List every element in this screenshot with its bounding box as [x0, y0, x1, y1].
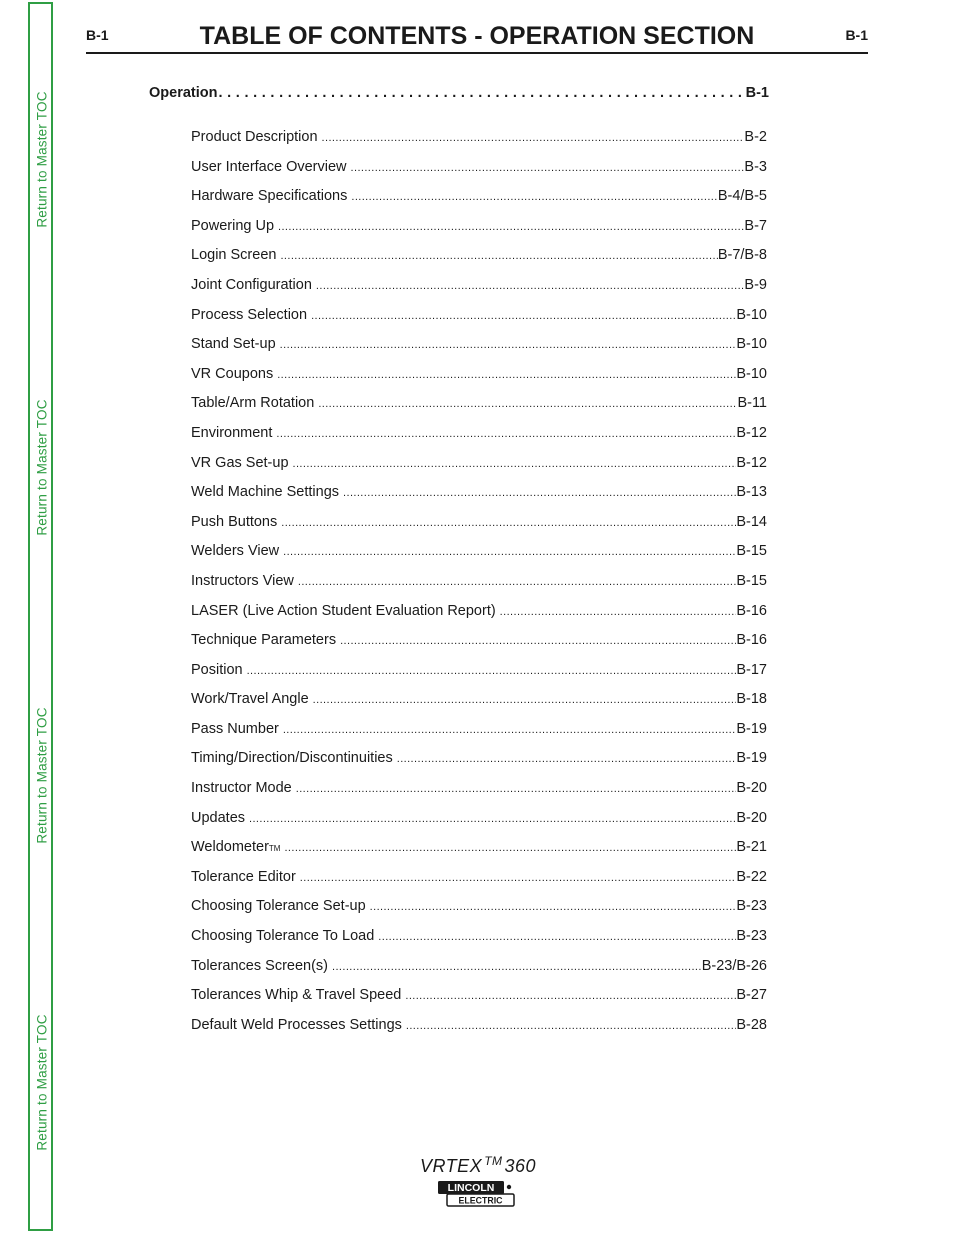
toc-entry-page: B-7/B-8 — [717, 247, 767, 264]
dot-leader — [277, 365, 736, 385]
toc-entry-label: Tolerances Whip & Travel Speed — [191, 987, 402, 1004]
dot-leader — [249, 809, 736, 829]
dot-leader — [318, 394, 737, 414]
toc-entry-label: Tolerances Screen(s) — [191, 957, 328, 974]
logo-line1: LINCOLN — [447, 1182, 495, 1195]
toc-entry-page: B-11 — [737, 395, 767, 412]
return-to-master-toc-label: Return to Master TOC — [35, 1013, 50, 1151]
toc-entry-list — [191, 127, 767, 1044]
dot-leader — [281, 513, 736, 533]
toc-entry-page: B-18 — [736, 691, 767, 708]
toc-entry-label: Default Weld Processes Settings — [191, 1016, 402, 1033]
toc-entry-page: B-21 — [736, 839, 767, 856]
page-title: TABLE OF CONTENTS - OPERATION SECTION — [199, 22, 755, 50]
toc-entry[interactable] — [191, 275, 767, 305]
toc-entry-label: Pass Number — [191, 720, 279, 737]
toc-entry[interactable] — [191, 896, 767, 926]
toc-entry-page: B-10 — [736, 365, 767, 382]
toc-entry[interactable] — [191, 334, 767, 364]
dot-leader — [378, 927, 736, 947]
return-to-master-toc-label: Return to Master TOC — [35, 706, 50, 844]
toc-entry-page: B-15 — [736, 572, 767, 589]
dot-leader — [351, 158, 745, 178]
toc-entry-page: B-15 — [736, 543, 767, 560]
toc-entry-label: Stand Set-up — [191, 336, 276, 353]
toc-entry-label: Push Buttons — [191, 513, 278, 530]
toc-entry-label: Instructors View — [191, 572, 294, 589]
logo-line2: ELECTRIC — [458, 1195, 503, 1206]
toc-entry[interactable] — [191, 453, 767, 483]
product-trademark: TM — [484, 1154, 503, 1168]
toc-entry-page: B-2 — [744, 129, 767, 145]
toc-entry[interactable] — [191, 630, 767, 660]
toc-entry-label: Choosing Tolerance To Load — [191, 928, 375, 945]
toc-entry-label: Login Screen — [191, 247, 277, 264]
toc-entry[interactable] — [191, 956, 767, 986]
dot-leader — [283, 720, 737, 740]
toc-entry[interactable] — [191, 216, 767, 246]
dot-leader — [340, 631, 736, 651]
dot-leader — [406, 1016, 736, 1036]
toc-entry[interactable] — [191, 808, 767, 838]
dot-leader — [280, 335, 737, 355]
dot-leader — [298, 572, 736, 592]
toc-entry-label: Joint Configuration — [191, 276, 312, 293]
toc-entry-label: Updates — [191, 809, 246, 826]
toc-entry[interactable] — [191, 985, 767, 1015]
toc-entry-label: Choosing Tolerance Set-up — [191, 898, 366, 915]
toc-entry[interactable] — [191, 541, 767, 571]
dot-leader — [351, 187, 717, 207]
toc-entry-page: B-17 — [736, 661, 767, 678]
dot-leader — [296, 779, 737, 799]
toc-entry-label: Welders View — [191, 543, 280, 560]
toc-entry-label: User Interface Overview — [191, 158, 347, 175]
toc-entry-page: B-12 — [736, 454, 767, 471]
return-to-master-toc-label: Return to Master TOC — [35, 398, 50, 536]
toc-entry-page: B-16 — [736, 602, 767, 619]
toc-entry-page: B-19 — [736, 720, 767, 737]
toc-entry[interactable] — [191, 423, 767, 453]
toc-entry-page: B-20 — [736, 780, 767, 797]
toc-entry[interactable] — [191, 571, 767, 601]
page-number-right: B-1 — [845, 27, 868, 43]
dot-leader — [313, 690, 737, 710]
toc-entry[interactable] — [191, 512, 767, 542]
sidebar — [28, 2, 53, 1231]
toc-entry-label: Technique Parameters — [191, 632, 337, 649]
toc-entry[interactable] — [191, 660, 767, 690]
toc-entry-page: B-19 — [736, 750, 767, 767]
toc-entry[interactable] — [191, 482, 767, 512]
dot-leader — [283, 542, 736, 562]
toc-entry-page: B-28 — [736, 1016, 767, 1033]
toc-section-label: Operation — [149, 85, 218, 101]
toc-entry-page: B-7 — [744, 217, 767, 234]
toc-entry[interactable] — [191, 778, 767, 808]
dot-leader — [343, 483, 736, 503]
dot-leader — [370, 897, 737, 917]
dot-leader — [322, 128, 745, 148]
toc-entry-label: Tolerance Editor — [191, 868, 296, 885]
toc-entry-page: B-13 — [736, 484, 767, 501]
dot-leader — [276, 424, 736, 444]
return-to-master-toc-link-2[interactable] — [30, 367, 55, 567]
product-brand: VRTEX — [420, 1156, 483, 1176]
toc-entry[interactable] — [191, 245, 767, 275]
dot-leader — [316, 276, 745, 296]
toc-entry-label: VR Gas Set-up — [191, 454, 289, 471]
page-number-left: B-1 — [86, 27, 109, 43]
toc-entry-page: B-27 — [736, 987, 767, 1004]
product-model: 360 — [504, 1156, 537, 1176]
dot-leader — [405, 986, 736, 1006]
toc-entry-page: B-10 — [736, 306, 767, 323]
toc-entry-label: Instructor Mode — [191, 780, 292, 797]
toc-entry-label: Table/Arm Rotation — [191, 395, 315, 412]
return-to-master-toc-label: Return to Master TOC — [35, 90, 50, 228]
toc-entry-label: Product Description — [191, 129, 318, 145]
dot-leader — [280, 246, 717, 266]
toc-entry[interactable] — [191, 867, 767, 897]
toc-entry-label: VR Coupons — [191, 365, 274, 382]
dot-leader — [500, 602, 737, 622]
toc-entry[interactable] — [191, 689, 767, 719]
toc-entry-page: B-20 — [736, 809, 767, 826]
header-divider — [86, 52, 868, 54]
toc-entry-page: B-4/B-5 — [717, 188, 767, 205]
toc-entry-label: LASER (Live Action Student Evaluation Report) — [191, 602, 496, 619]
toc-entry-label: Hardware Specifications — [191, 188, 348, 205]
toc-entry-label: Environment — [191, 424, 273, 441]
toc-entry-page: B-14 — [736, 513, 767, 530]
toc-entry-label: Weldometer — [191, 839, 269, 856]
dot-leader — [284, 838, 736, 858]
toc-entry-label: Process Selection — [191, 306, 308, 323]
return-to-master-toc-link-4[interactable] — [30, 982, 55, 1182]
toc-entry-page: B-3 — [744, 158, 767, 175]
toc-entry-page: B-22 — [736, 868, 767, 885]
lincoln-electric-logo — [437, 1180, 515, 1208]
toc-entry-label: Weld Machine Settings — [191, 484, 340, 501]
dot-leader — [278, 217, 744, 237]
toc-entry[interactable] — [191, 393, 767, 423]
toc-entry[interactable] — [191, 1015, 767, 1045]
toc-entry[interactable] — [191, 719, 767, 749]
dot-leader — [311, 306, 736, 326]
dot-leader — [332, 957, 702, 977]
toc-entry-label: Timing/Direction/Discontinuities — [191, 750, 393, 767]
toc-entry-label: Work/Travel Angle — [191, 691, 309, 708]
toc-entry[interactable]: Weldometer TM ..... B-21 — [191, 837, 767, 867]
toc-entry[interactable] — [191, 186, 767, 216]
toc-section-page: B-1 — [745, 85, 769, 101]
return-to-master-toc-link-1[interactable] — [30, 59, 55, 259]
toc-entry[interactable] — [191, 157, 767, 187]
toc-entry[interactable] — [191, 926, 767, 956]
toc-entry-label: Position — [191, 661, 243, 678]
toc-entry-page: B-23/B-26 — [701, 957, 767, 974]
toc-entry[interactable] — [191, 748, 767, 778]
toc-entry-page: B-9 — [744, 276, 767, 293]
toc-entry-page: B-12 — [736, 424, 767, 441]
dot-leader — [300, 868, 737, 888]
toc-entry[interactable] — [191, 364, 767, 394]
toc-entry[interactable] — [191, 305, 767, 335]
dot-leader — [218, 85, 744, 101]
product-name — [420, 1156, 540, 1177]
toc-entry-page: B-16 — [736, 632, 767, 649]
dot-leader — [293, 454, 737, 474]
return-to-master-toc-link-3[interactable] — [30, 675, 55, 875]
toc-entry-page: B-23 — [736, 898, 767, 915]
toc-entry[interactable] — [191, 127, 767, 157]
toc-entry-page: B-23 — [736, 928, 767, 945]
toc-entry-page: B-10 — [736, 336, 767, 353]
dot-leader — [247, 661, 737, 681]
toc-section-operation[interactable] — [149, 85, 769, 101]
dot-leader — [397, 749, 737, 769]
toc-entry-label: Powering Up — [191, 217, 275, 234]
toc-entry[interactable] — [191, 601, 767, 631]
